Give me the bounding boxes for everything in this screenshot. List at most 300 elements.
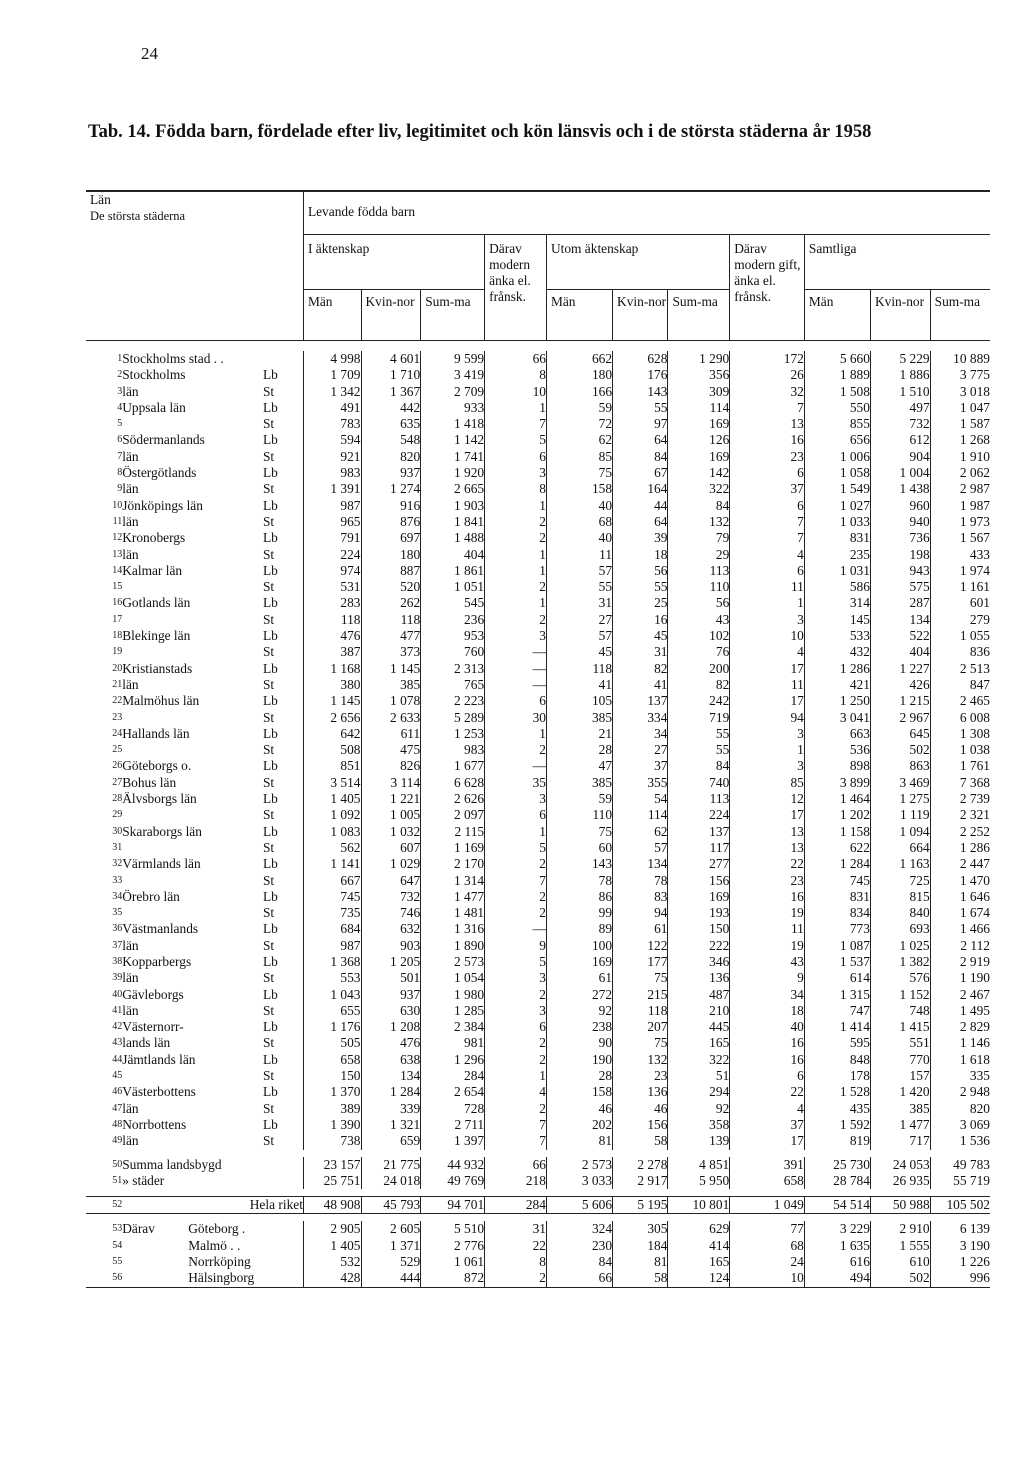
row-type: Lb (262, 497, 278, 513)
table-cell: 1 142 (421, 432, 485, 448)
row-number: 33 (112, 874, 123, 886)
table-cell: 16 (613, 612, 668, 628)
table-cell: 66 (485, 351, 547, 367)
table-cell: 22 (730, 1084, 805, 1100)
table-cell: 965 (303, 514, 361, 530)
table-cell: 1 910 (930, 449, 990, 465)
table-cell: 9 599 (421, 351, 485, 367)
table-cell: 1 555 (870, 1238, 930, 1254)
table-cell: 1 316 (421, 921, 485, 937)
table-cell: 937 (361, 465, 421, 481)
row-type: Lb (262, 791, 278, 807)
table-cell: 94 (730, 710, 805, 726)
table-cell: 1 146 (930, 1035, 990, 1051)
table-cell: 1 205 (361, 954, 421, 970)
row-type: St (262, 905, 275, 921)
table-cell: 84 (546, 1254, 612, 1270)
table-cell: 667 (303, 873, 361, 889)
table-cell: 736 (870, 530, 930, 546)
row-label: Jönköpings län (122, 497, 203, 513)
row-label: län (122, 383, 139, 399)
table-cell: 44 (613, 498, 668, 514)
table-cell: 39 (613, 530, 668, 546)
table-cell: 3 775 (930, 367, 990, 383)
row-type: St (262, 611, 275, 627)
table-cell: 19 (730, 905, 805, 921)
table-cell: 60 (546, 840, 612, 856)
table-cell: 1 415 (870, 1019, 930, 1035)
table-cell: 1 043 (303, 987, 361, 1003)
table-cell: 1 587 (930, 416, 990, 432)
table-cell: 987 (303, 938, 361, 954)
row-label: län (122, 676, 139, 692)
table-cell: 1 285 (421, 1003, 485, 1019)
cities-prefix: Därav (122, 1221, 155, 1237)
table-cell: 224 (668, 807, 730, 823)
table-cell: 2 711 (421, 1117, 485, 1133)
table-cell: 8 (485, 367, 547, 383)
table-row (86, 1068, 990, 1084)
row-type: Lb (262, 888, 278, 904)
table-cell: 13 (730, 824, 805, 840)
table-row (86, 742, 990, 758)
table-cell: 697 (361, 530, 421, 546)
table-row (86, 840, 990, 856)
table-cell: 1 528 (804, 1084, 870, 1100)
table-cell: 1 163 (870, 856, 930, 872)
table-cell: 2 (485, 987, 547, 1003)
table-cell: 1 710 (361, 367, 421, 383)
table-cell: 635 (361, 416, 421, 432)
table-cell: 820 (930, 1101, 990, 1117)
table-cell: 1 190 (930, 970, 990, 986)
table-cell: 3 (485, 970, 547, 986)
header-man-1: Män (303, 290, 361, 341)
table-cell: 1 314 (421, 873, 485, 889)
table-cell: 1 536 (930, 1133, 990, 1149)
table-cell: 601 (930, 595, 990, 611)
row-type: St (262, 807, 275, 823)
row-type (263, 1221, 304, 1237)
city-row (86, 1238, 990, 1254)
table-cell: 7 (485, 1117, 547, 1133)
table-cell: 1 405 (303, 1238, 361, 1254)
table-cell: 1 761 (930, 758, 990, 774)
table-cell: 356 (668, 367, 730, 383)
table-cell: 1 (730, 742, 805, 758)
table-cell: 7 (485, 873, 547, 889)
table-cell: 6 (730, 563, 805, 579)
table-cell: 180 (361, 547, 421, 563)
table-cell: 783 (303, 416, 361, 432)
table-cell: 122 (613, 938, 668, 954)
city-row (86, 1270, 990, 1287)
table-cell: 11 (730, 921, 805, 937)
table-row (86, 1101, 990, 1117)
table-cell: 4 (730, 644, 805, 660)
row-label: Göteborgs o. (122, 758, 192, 774)
table-cell: 55 (546, 579, 612, 595)
table-cell: 1 592 (804, 1117, 870, 1133)
table-row (86, 1003, 990, 1019)
table-cell: 2 170 (421, 856, 485, 872)
row-type (263, 1157, 304, 1173)
table-cell: 505 (303, 1035, 361, 1051)
row-label: Kronobergs (122, 530, 186, 546)
table-cell: 1 119 (870, 807, 930, 823)
table-cell: 2 112 (930, 938, 990, 954)
table-cell: 62 (546, 432, 612, 448)
table-cell: 218 (485, 1173, 547, 1189)
table-cell: 1 390 (303, 1117, 361, 1133)
table-cell: 1 (485, 824, 547, 840)
table-cell: 165 (668, 1254, 730, 1270)
table-cell: 25 730 (804, 1157, 870, 1173)
table-cell: 25 (613, 595, 668, 611)
row-number: 24 (112, 727, 123, 739)
table-cell: 820 (361, 449, 421, 465)
table-cell: 916 (361, 498, 421, 514)
table-cell: 444 (361, 1270, 421, 1287)
table-cell: 12 (730, 791, 805, 807)
row-number: 38 (112, 955, 123, 967)
table-cell: 1 006 (804, 449, 870, 465)
table-row (86, 954, 990, 970)
row-label: Hela riket (122, 1197, 303, 1214)
table-cell: 760 (421, 644, 485, 660)
table-cell: 124 (668, 1270, 730, 1287)
table-row (86, 1084, 990, 1100)
table-cell: 1 889 (804, 367, 870, 383)
table-cell: 2 447 (930, 856, 990, 872)
table-cell: 22 (730, 856, 805, 872)
table-cell: 81 (613, 1254, 668, 1270)
table-cell: 76 (668, 644, 730, 660)
table-cell: 3 899 (804, 775, 870, 791)
row-number: 41 (112, 1004, 123, 1016)
table-cell: 3 114 (361, 775, 421, 791)
table-cell: 198 (870, 547, 930, 563)
row-number: 45 (112, 1070, 123, 1082)
table-cell: 3 041 (804, 710, 870, 726)
row-type (263, 1238, 304, 1254)
table-cell: 1 253 (421, 726, 485, 742)
table-cell: 61 (546, 970, 612, 986)
table-cell: 531 (303, 579, 361, 595)
header-summa-2: Sum-ma (668, 290, 730, 341)
table-cell: 815 (870, 889, 930, 905)
table-cell: 79 (668, 530, 730, 546)
row-number: 29 (112, 809, 123, 821)
row-label (122, 1270, 263, 1287)
table-row (86, 612, 990, 628)
row-type: St (262, 709, 275, 725)
table-cell: 1 092 (303, 807, 361, 823)
table-cell: — (485, 644, 547, 660)
table-cell: 58 (613, 1270, 668, 1287)
row-number: 1 (117, 353, 123, 364)
table-cell: 2 573 (421, 954, 485, 970)
table-cell: 157 (870, 1068, 930, 1084)
table-cell: 150 (303, 1068, 361, 1084)
table-cell: 520 (361, 579, 421, 595)
table-cell: 3 (485, 628, 547, 644)
table-cell: 2 987 (930, 481, 990, 497)
row-number: 55 (112, 1256, 123, 1268)
table-cell: 638 (361, 1052, 421, 1068)
table-cell: 210 (668, 1003, 730, 1019)
table-row (86, 824, 990, 840)
row-label: Hallands län (122, 725, 190, 741)
table-cell: 745 (303, 889, 361, 905)
table-cell: 2 905 (303, 1221, 361, 1237)
table-cell: 169 (546, 954, 612, 970)
table-cell: 10 (485, 384, 547, 400)
table-cell: 142 (668, 465, 730, 481)
table-cell: 630 (361, 1003, 421, 1019)
table-cell: 2 278 (613, 1157, 668, 1173)
row-number: 25 (112, 744, 123, 756)
table-cell: 23 157 (303, 1157, 361, 1173)
table-cell: 31 (485, 1221, 547, 1237)
table-cell: 236 (421, 612, 485, 628)
table-cell: 97 (613, 416, 668, 432)
table-cell: 3 229 (804, 1221, 870, 1237)
table-cell: 55 719 (930, 1173, 990, 1189)
table-cell: 387 (303, 644, 361, 660)
table-cell: 826 (361, 758, 421, 774)
table-cell: 508 (303, 742, 361, 758)
table-cell: 1 275 (870, 791, 930, 807)
row-type (263, 1270, 304, 1287)
row-type: St (262, 644, 275, 660)
row-label (122, 579, 263, 595)
row-type: St (262, 742, 275, 758)
table-cell: 684 (303, 921, 361, 937)
table-cell: 2 097 (421, 807, 485, 823)
table-cell: 2 665 (421, 481, 485, 497)
table-cell: 494 (804, 1270, 870, 1287)
table-cell: 238 (546, 1019, 612, 1035)
table-cell: 37 (730, 1117, 805, 1133)
table-cell: 94 (613, 905, 668, 921)
table-cell: 27 (613, 742, 668, 758)
table-cell: 16 (730, 432, 805, 448)
table-cell: 933 (421, 400, 485, 416)
table-row (86, 432, 990, 448)
table-cell: 745 (804, 873, 870, 889)
row-number: 44 (112, 1053, 123, 1065)
row-number: 52 (86, 1197, 122, 1214)
table-cell: 49 783 (930, 1157, 990, 1173)
row-label (122, 873, 263, 889)
table-cell: 279 (930, 612, 990, 628)
table-row (86, 758, 990, 774)
table-cell: 6 (730, 465, 805, 481)
table-cell: 1 227 (870, 661, 930, 677)
table-cell: 59 (546, 400, 612, 416)
table-cell: 21 775 (361, 1157, 421, 1173)
table-row (86, 1133, 990, 1149)
table-cell: 717 (870, 1133, 930, 1149)
table-cell: 836 (930, 644, 990, 660)
row-label: Västernorr- (122, 1019, 184, 1035)
table-row (86, 367, 990, 383)
table-cell: 655 (303, 1003, 361, 1019)
table-cell: 662 (546, 351, 612, 367)
table-cell: 54 514 (804, 1197, 870, 1214)
table-cell: 2 919 (930, 954, 990, 970)
row-label: län (122, 937, 139, 953)
table-cell: 5 (485, 954, 547, 970)
table-row (86, 677, 990, 693)
table-cell: 2 (485, 905, 547, 921)
table-cell: 4 998 (303, 351, 361, 367)
table-row (86, 791, 990, 807)
table-cell: 1 202 (804, 807, 870, 823)
table-cell: 6 139 (930, 1221, 990, 1237)
table-row (86, 1019, 990, 1035)
table-cell: 126 (668, 432, 730, 448)
table-cell: 1 094 (870, 824, 930, 840)
row-label (122, 1068, 263, 1084)
table-cell: 180 (546, 367, 612, 383)
table-cell: 2 (485, 1035, 547, 1051)
table-cell: 747 (804, 1003, 870, 1019)
row-type (263, 351, 304, 367)
table-cell: 2 384 (421, 1019, 485, 1035)
table-cell: 380 (303, 677, 361, 693)
table-cell: 2 917 (613, 1173, 668, 1189)
table-cell: 18 (730, 1003, 805, 1019)
table-cell: 586 (804, 579, 870, 595)
row-label: Skaraborgs län (122, 823, 202, 839)
table-cell: 113 (668, 563, 730, 579)
table-row (86, 449, 990, 465)
row-type: St (262, 1068, 275, 1084)
row-type: St (262, 1100, 275, 1116)
row-type: St (262, 513, 275, 529)
table-cell: 31 (546, 595, 612, 611)
table-cell: 501 (361, 970, 421, 986)
table-cell: 545 (421, 595, 485, 611)
row-label: Summa landsbygd (122, 1156, 222, 1172)
row-label (122, 905, 263, 921)
summa-row (86, 1173, 990, 1189)
table-cell: 1 031 (804, 563, 870, 579)
table-cell: 476 (303, 628, 361, 644)
table-cell: 28 (546, 1068, 612, 1084)
table-cell: 82 (613, 661, 668, 677)
table-cell: 553 (303, 970, 361, 986)
row-type: Lb (262, 1051, 278, 1067)
table-cell: 1 145 (361, 661, 421, 677)
row-label: Jämtlands län (122, 1051, 196, 1067)
table-cell: 165 (668, 1035, 730, 1051)
row-number: 2 (117, 369, 123, 381)
table-cell: 1 674 (930, 905, 990, 921)
table-row (86, 856, 990, 872)
table-cell: 24 053 (870, 1157, 930, 1173)
table-row (86, 644, 990, 660)
table-cell: 1 414 (804, 1019, 870, 1035)
table-cell: 6 (485, 807, 547, 823)
table-cell: 658 (730, 1173, 805, 1189)
table-cell: 831 (804, 889, 870, 905)
table-cell: 9 (485, 938, 547, 954)
table-cell: 40 (546, 530, 612, 546)
table-cell: 10 (730, 1270, 805, 1287)
row-type: St (262, 383, 275, 399)
table-cell: 1 974 (930, 563, 990, 579)
table-cell: 5 289 (421, 710, 485, 726)
table-cell: 647 (361, 873, 421, 889)
row-number: 4 (117, 401, 123, 413)
table-cell: 92 (668, 1101, 730, 1117)
table-body (86, 351, 990, 1287)
table-cell: 2 (485, 889, 547, 905)
table-cell: 2 967 (870, 710, 930, 726)
table-cell: 1 420 (870, 1084, 930, 1100)
city-name: Hälsingborg (188, 1270, 255, 1286)
table-cell: 1 368 (303, 954, 361, 970)
city-name: Malmö . . (188, 1237, 241, 1253)
table-cell: 145 (804, 612, 870, 628)
table-cell: 1 168 (303, 661, 361, 677)
table-cell: 287 (870, 595, 930, 611)
table-cell: 725 (870, 873, 930, 889)
table-cell: 7 (730, 514, 805, 530)
table-cell: 1 890 (421, 938, 485, 954)
row-number: 23 (112, 711, 123, 723)
table-cell: 55 (668, 742, 730, 758)
city-row (86, 1254, 990, 1270)
table-cell: 283 (303, 595, 361, 611)
table-cell: 25 751 (303, 1173, 361, 1189)
table-cell: 693 (870, 921, 930, 937)
row-type: Lb (262, 530, 278, 546)
row-number: 18 (112, 630, 123, 642)
table-cell: 1 635 (804, 1238, 870, 1254)
row-number: 22 (112, 695, 123, 707)
table-cell: 17 (730, 1133, 805, 1149)
table-cell: 46 (546, 1101, 612, 1117)
table-cell: 84 (668, 498, 730, 514)
table-cell: 3 469 (870, 775, 930, 791)
row-number: 3 (117, 385, 123, 397)
table-cell: 2 313 (421, 661, 485, 677)
table-cell: 6 (730, 1068, 805, 1084)
table-cell: 139 (668, 1133, 730, 1149)
table-cell: 37 (730, 481, 805, 497)
table-cell: 2 (485, 1101, 547, 1117)
table-cell: 1 477 (421, 889, 485, 905)
table-cell: 176 (613, 367, 668, 383)
statistics-table (86, 190, 990, 1288)
table-cell: 3 (730, 612, 805, 628)
row-label (122, 416, 263, 432)
row-type: Lb (262, 628, 278, 644)
row-label: län (122, 546, 139, 562)
row-type: St (262, 546, 275, 562)
row-label: Södermanlands (122, 432, 205, 448)
table-cell: 987 (303, 498, 361, 514)
table-cell: 272 (546, 987, 612, 1003)
table-cell: 3 069 (930, 1117, 990, 1133)
row-number: 39 (112, 972, 123, 984)
table-cell: 118 (613, 1003, 668, 1019)
row-label: Östergötlands (122, 465, 197, 481)
